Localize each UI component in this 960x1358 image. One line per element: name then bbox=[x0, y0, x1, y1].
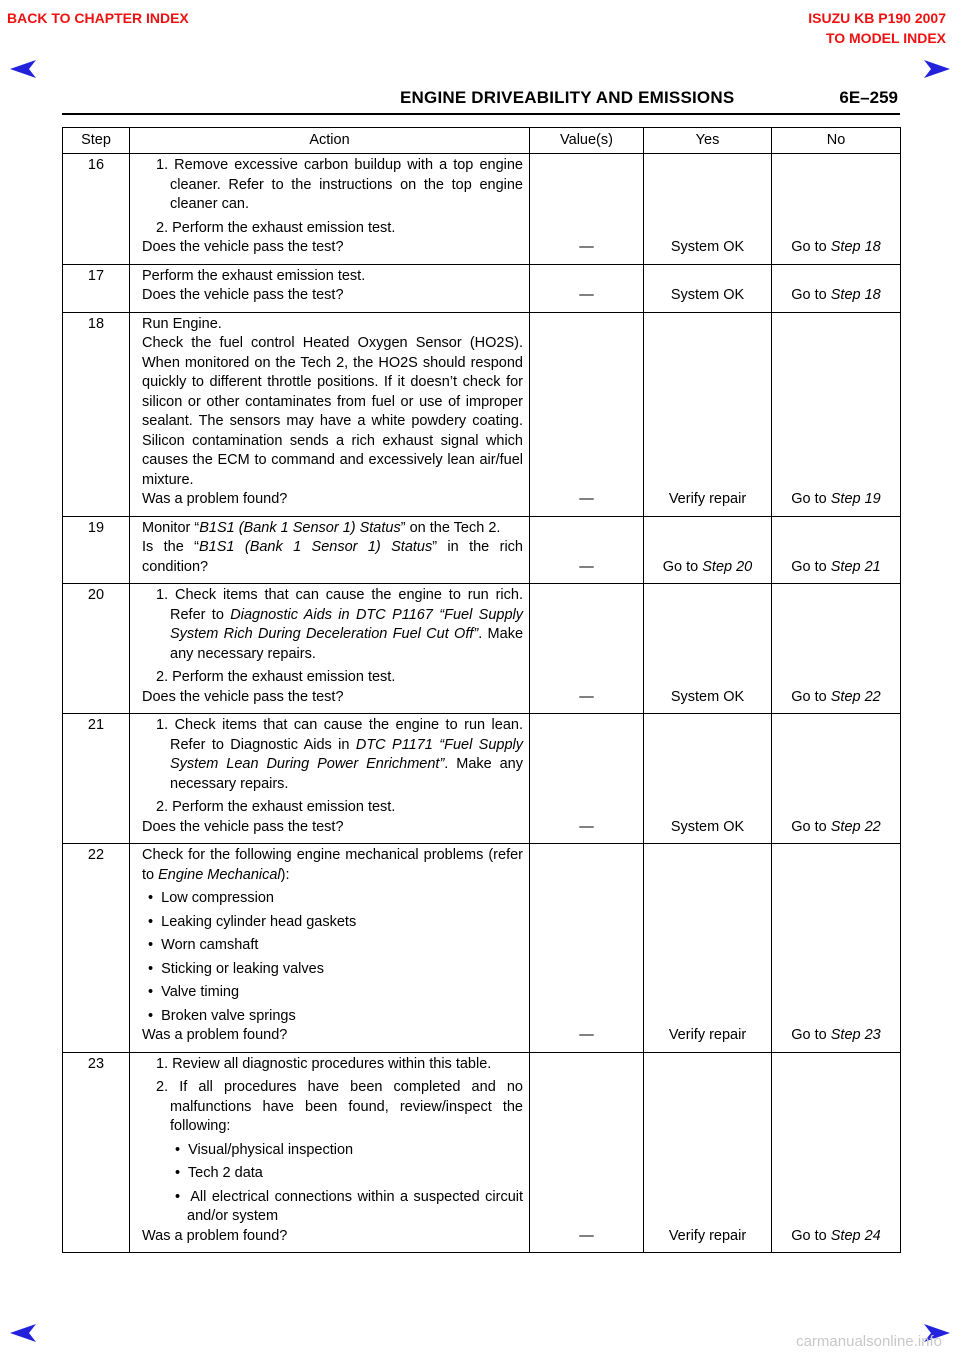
column-header-values: Value(s) bbox=[530, 128, 644, 154]
action-question: Was a problem found? bbox=[142, 1227, 288, 1244]
column-header-yes: Yes bbox=[644, 128, 772, 154]
no-prefix: Go to bbox=[791, 688, 831, 705]
no-prefix: Go to bbox=[791, 818, 831, 835]
previous-page-arrow-icon[interactable] bbox=[8, 58, 38, 80]
value-cell: — bbox=[530, 1052, 644, 1253]
column-header-action: Action bbox=[130, 128, 530, 154]
column-header-step: Step bbox=[63, 128, 130, 154]
step-reference: Step 22 bbox=[830, 688, 881, 705]
no-cell bbox=[772, 154, 901, 265]
table-row bbox=[63, 312, 901, 516]
no-prefix: Go to bbox=[791, 287, 831, 303]
watermark: carmanualsonline.info bbox=[796, 1333, 942, 1350]
header-divider bbox=[62, 113, 900, 115]
action-cell bbox=[130, 714, 530, 844]
step-reference: Step 23 bbox=[830, 1027, 881, 1043]
to-model-index-link[interactable]: TO MODEL INDEX bbox=[825, 30, 946, 46]
action-cell bbox=[130, 584, 530, 714]
action-item: 2. Perform the exhaust emission test. bbox=[156, 219, 396, 236]
value-cell: — bbox=[530, 584, 644, 714]
yes-cell: System OK bbox=[644, 584, 772, 714]
action-cell bbox=[130, 312, 530, 516]
step-reference: Step 24 bbox=[830, 1227, 881, 1244]
action-item: 1. Check items that can cause the engine to run rich. Refer to Diagnostic Aids in DTC P1167 “Fuel Supply System Rich During Deceleration Fuel Cut Off”. Make any necessary repairs. bbox=[156, 587, 524, 662]
table-row bbox=[63, 264, 901, 312]
back-to-chapter-index-link[interactable]: BACK TO CHAPTER INDEX bbox=[7, 10, 189, 26]
step-number: 23 bbox=[63, 1052, 130, 1253]
step-reference: Step 22 bbox=[830, 818, 881, 835]
list-item: • Visual/physical inspection bbox=[175, 1141, 354, 1158]
action-line: Monitor “B1S1 (Bank 1 Sensor 1) Status” on the Tech 2. bbox=[142, 519, 501, 536]
no-cell bbox=[772, 264, 901, 312]
action-cell bbox=[130, 516, 530, 584]
action-question: Does the vehicle pass the test? bbox=[142, 287, 344, 303]
action-item: 1. Review all diagnostic procedures within this table. bbox=[156, 1055, 492, 1072]
no-prefix: Go to bbox=[791, 491, 831, 507]
no-cell bbox=[772, 844, 901, 1053]
table-header-row bbox=[63, 128, 901, 154]
list-item: • Valve timing bbox=[148, 984, 240, 1000]
previous-page-arrow-icon[interactable] bbox=[8, 1322, 38, 1344]
action-item: 2. Perform the exhaust emission test. bbox=[156, 799, 396, 815]
no-cell bbox=[772, 516, 901, 584]
step-reference: Step 21 bbox=[830, 558, 881, 575]
action-cell bbox=[130, 264, 530, 312]
action-question: Was a problem found? bbox=[142, 1027, 288, 1043]
action-item: 1. Remove excessive carbon buildup with a top engine cleaner. Refer to the instructions on the top engine cleaner can. bbox=[156, 157, 523, 212]
action-item: 1. Check items that can cause the engine to run lean. Refer to Diagnostic Aids in DTC P1171 “Fuel Supply System Lean During Power Enrichment”. Make any necessary repairs. bbox=[156, 717, 524, 792]
no-prefix: Go to bbox=[791, 1227, 831, 1244]
column-header-no: No bbox=[772, 128, 901, 154]
list-item: • Worn camshaft bbox=[148, 937, 259, 953]
step-number: 18 bbox=[63, 312, 130, 516]
action-line: Check for the following engine mechanical problems (refer to Engine Mechanical): bbox=[142, 847, 523, 883]
yes-cell: System OK bbox=[644, 714, 772, 844]
action-line: Run Engine. bbox=[142, 315, 222, 332]
yes-cell: Verify repair bbox=[644, 844, 772, 1053]
list-item: • Tech 2 data bbox=[175, 1165, 263, 1181]
yes-cell bbox=[644, 516, 772, 584]
action-item: 2. If all procedures have been completed and no malfunctions have been found, review/inspect the following: bbox=[156, 1079, 523, 1134]
next-page-arrow-icon[interactable] bbox=[922, 58, 952, 80]
value-cell: — bbox=[530, 714, 644, 844]
action-item: 2. Perform the exhaust emission test. bbox=[156, 669, 396, 685]
step-number: 19 bbox=[63, 516, 130, 584]
yes-cell: System OK bbox=[644, 154, 772, 265]
list-item: • Leaking cylinder head gaskets bbox=[148, 913, 357, 930]
table-row bbox=[63, 584, 901, 714]
step-number: 16 bbox=[63, 154, 130, 265]
step-reference: Step 18 bbox=[830, 239, 881, 255]
step-reference: Step 19 bbox=[830, 491, 881, 507]
action-question: Was a problem found? bbox=[142, 491, 288, 507]
value-cell: — bbox=[530, 312, 644, 516]
section-title: ENGINE DRIVEABILITY AND EMISSIONS bbox=[400, 88, 735, 107]
action-question: Is the “B1S1 (Bank 1 Sensor 1) Status” in the rich condition? bbox=[142, 539, 523, 575]
action-question: Does the vehicle pass the test? bbox=[142, 688, 344, 705]
action-line: Perform the exhaust emission test. bbox=[142, 267, 366, 284]
model-title-link[interactable]: ISUZU KB P190 2007 bbox=[808, 10, 946, 26]
step-reference: Step 18 bbox=[830, 287, 881, 303]
value-cell: — bbox=[530, 516, 644, 584]
yes-cell: Verify repair bbox=[644, 312, 772, 516]
action-cell bbox=[130, 1052, 530, 1253]
yes-cell: Verify repair bbox=[644, 1052, 772, 1253]
list-item: • All electrical connections within a suspected circuit and/or system bbox=[175, 1188, 524, 1224]
no-prefix: Go to bbox=[791, 1027, 831, 1043]
no-cell bbox=[772, 584, 901, 714]
table-row bbox=[63, 154, 901, 265]
yes-prefix: Go to bbox=[662, 558, 703, 575]
page-number: 6E–259 bbox=[839, 88, 898, 107]
action-question: Does the vehicle pass the test? bbox=[142, 239, 344, 255]
no-prefix: Go to bbox=[791, 558, 831, 575]
no-cell bbox=[772, 312, 901, 516]
action-body: Check the fuel control Heated Oxygen Sensor (HO2S). When monitored on the Tech 2, the HO2S should respond quickly to different throttle positions. If it doesn’t check for silicon or other contaminates from fuel or use of improper sealant. The sensors may have a white powdery coating. Silicon contamination sends a rich exhaust signal which causes the ECM to command and excessively lean air/fuel mixture. bbox=[142, 335, 523, 488]
value-cell: — bbox=[530, 154, 644, 265]
action-cell bbox=[130, 154, 530, 265]
step-number: 21 bbox=[63, 714, 130, 844]
step-reference: Step 20 bbox=[702, 558, 753, 575]
table-row bbox=[63, 844, 901, 1053]
value-cell: — bbox=[530, 844, 644, 1053]
table-row bbox=[63, 516, 901, 584]
action-cell bbox=[130, 844, 530, 1053]
step-number: 22 bbox=[63, 844, 130, 1053]
table-row bbox=[63, 714, 901, 844]
value-cell: — bbox=[530, 264, 644, 312]
table-row bbox=[63, 1052, 901, 1253]
step-number: 17 bbox=[63, 264, 130, 312]
no-cell bbox=[772, 1052, 901, 1253]
list-item: • Sticking or leaking valves bbox=[148, 960, 324, 977]
diagnostic-table bbox=[62, 127, 901, 1253]
no-prefix: Go to bbox=[791, 239, 831, 255]
list-item: • Low compression bbox=[148, 890, 274, 906]
action-question: Does the vehicle pass the test? bbox=[142, 818, 344, 835]
yes-cell: System OK bbox=[644, 264, 772, 312]
no-cell bbox=[772, 714, 901, 844]
list-item: • Broken valve springs bbox=[148, 1007, 296, 1024]
step-number: 20 bbox=[63, 584, 130, 714]
